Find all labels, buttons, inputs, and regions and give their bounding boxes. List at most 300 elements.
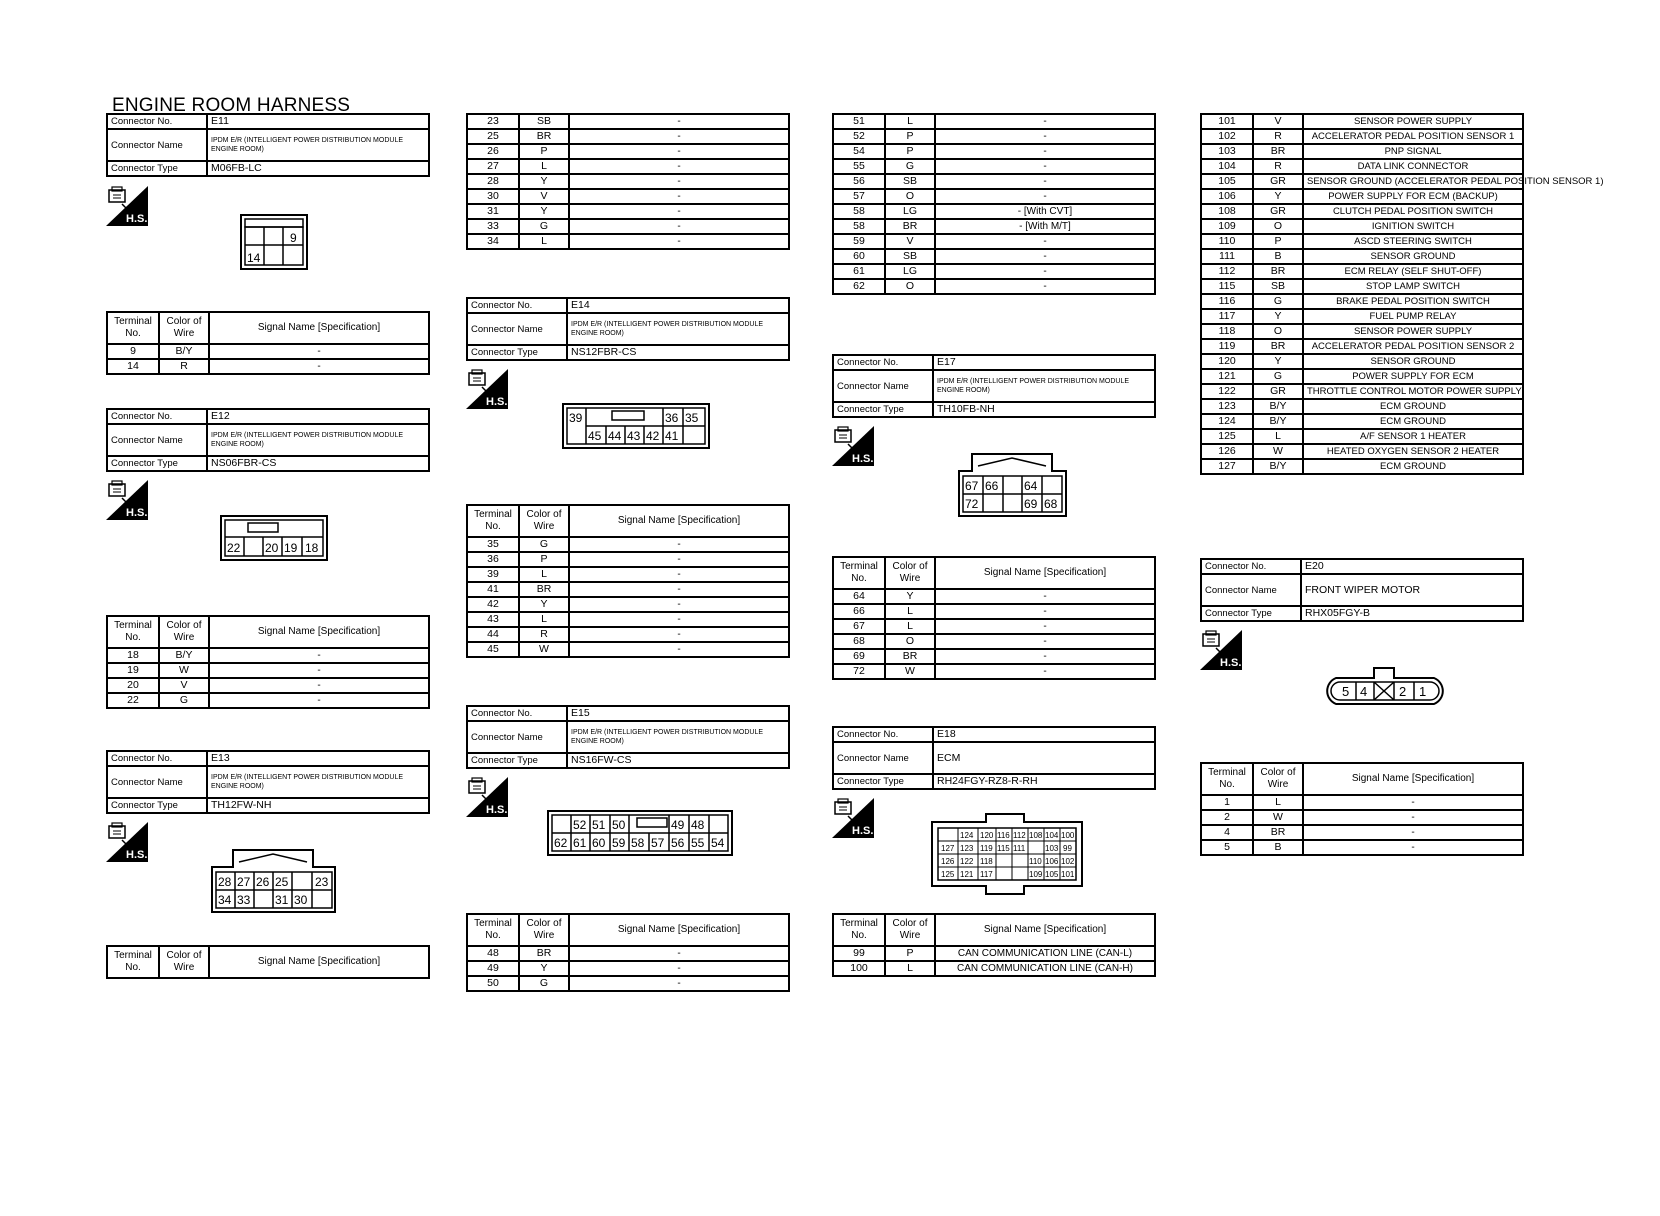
pin: 116 (997, 831, 1010, 840)
wire-color: P (519, 552, 569, 567)
svg-text:H.S.: H.S. (852, 825, 874, 837)
connector-name: IPDM E/R (INTELLIGENT POWER DISTRIBUTION MODULE ENGINE ROOM) (207, 424, 429, 456)
wire-color: R (1253, 129, 1303, 144)
connector-face-e18 (924, 812, 1092, 901)
terminal-no: 69 (833, 649, 885, 664)
wire-color: BR (885, 649, 935, 664)
wire-color: Y (519, 597, 569, 612)
pin: 68 (1044, 497, 1058, 511)
signal-name: - (569, 582, 789, 597)
terminal-no: 61 (833, 264, 885, 279)
signal-name: - (569, 144, 789, 159)
terminal-no: 23 (467, 114, 519, 129)
terminal-no-header: Terminal No. (1201, 763, 1253, 795)
wire-color: Y (1253, 354, 1303, 369)
signal-name: POWER SUPPLY FOR ECM (BACKUP) (1303, 189, 1523, 204)
signal-name: - (935, 174, 1155, 189)
wire-color: P (885, 946, 935, 961)
wire-color: G (519, 976, 569, 991)
signal-name: - [With CVT] (935, 204, 1155, 219)
label-connector-name: Connector Name (107, 129, 207, 161)
wire-color: G (519, 219, 569, 234)
table-row (467, 567, 789, 582)
terminal-no-header: Terminal No. (833, 557, 885, 589)
pin: 44 (608, 429, 622, 443)
terminal-no: 111 (1201, 249, 1253, 264)
signal-name: SENSOR GROUND (1303, 249, 1523, 264)
pin: 127 (941, 844, 955, 853)
pin: 62 (554, 836, 568, 850)
signal-name: - (569, 976, 789, 991)
pin: 59 (612, 836, 626, 850)
table-row (833, 174, 1155, 189)
connector-no: E12 (207, 409, 429, 424)
signal-name: - (935, 664, 1155, 679)
pin: 28 (218, 875, 232, 889)
pin: 52 (573, 818, 587, 832)
pin: 60 (592, 836, 606, 850)
signal-name: - (569, 204, 789, 219)
wire-color: L (885, 114, 935, 129)
color-header: Color of Wire (159, 946, 209, 978)
wire-color: L (885, 604, 935, 619)
terminal-table-e12 (106, 615, 430, 709)
signal-name: ACCELERATOR PEDAL POSITION SENSOR 1 (1303, 129, 1523, 144)
terminal-no: 109 (1201, 219, 1253, 234)
pin: 117 (980, 870, 993, 879)
terminal-no: 59 (833, 234, 885, 249)
terminal-no: 116 (1201, 294, 1253, 309)
wire-color: L (885, 619, 935, 634)
pin: 4 (1360, 684, 1368, 699)
color-header: Color of Wire (885, 557, 935, 589)
wire-color: LG (885, 264, 935, 279)
pin: 48 (691, 818, 705, 832)
signal-name: THROTTLE CONTROL MOTOR POWER SUPPLY (1303, 384, 1523, 399)
hs-icon (832, 798, 874, 838)
svg-text:H.S.: H.S. (852, 453, 874, 465)
pin: 36 (665, 411, 679, 425)
terminal-no: 122 (1201, 384, 1253, 399)
terminal-no: 108 (1201, 204, 1253, 219)
signal-header: Signal Name [Specification] (935, 914, 1155, 946)
terminal-no: 51 (833, 114, 885, 129)
label-connector-type: Connector Type (107, 161, 207, 176)
wire-color: L (519, 567, 569, 582)
signal-name: - (569, 129, 789, 144)
table-row (833, 129, 1155, 144)
pin: 34 (218, 893, 232, 907)
terminal-no: 31 (467, 204, 519, 219)
signal-name: - (569, 946, 789, 961)
signal-header: Signal Name [Specification] (209, 616, 429, 648)
terminal-no: 33 (467, 219, 519, 234)
table-row (1201, 339, 1523, 354)
label-connector-name: Connector Name (1201, 574, 1301, 606)
pin: 58 (631, 836, 645, 850)
wire-color: BR (1253, 339, 1303, 354)
terminal-no: 26 (467, 144, 519, 159)
terminal-no: 22 (107, 693, 159, 708)
table-row (833, 279, 1155, 294)
connector-name: ECM (933, 742, 1155, 774)
connector-face-e20 (1320, 664, 1452, 711)
hs-icon (466, 777, 508, 817)
table-row (1201, 204, 1523, 219)
signal-name: A/F SENSOR 1 HEATER (1303, 429, 1523, 444)
wire-color: L (1253, 795, 1303, 810)
wire-color: V (1253, 114, 1303, 129)
wire-color: W (885, 664, 935, 679)
terminal-no: 14 (107, 359, 159, 374)
table-row (467, 159, 789, 174)
table-row (107, 648, 429, 663)
terminal-no: 2 (1201, 810, 1253, 825)
terminal-no-header: Terminal No. (107, 946, 159, 978)
wire-color: SB (885, 249, 935, 264)
pin: 22 (227, 541, 241, 555)
table-row (1201, 825, 1523, 840)
terminal-table-e13-cont (466, 113, 790, 250)
table-row (1201, 840, 1523, 855)
signal-name: - (935, 114, 1155, 129)
table-row (1201, 414, 1523, 429)
signal-name: ECM GROUND (1303, 399, 1523, 414)
table-row (1201, 444, 1523, 459)
connector-no: E17 (933, 355, 1155, 370)
signal-name: ACCELERATOR PEDAL POSITION SENSOR 2 (1303, 339, 1523, 354)
wire-color: P (885, 129, 935, 144)
hs-icon (106, 480, 148, 520)
wire-color: P (885, 144, 935, 159)
pin: 102 (1061, 857, 1075, 866)
table-row (833, 634, 1155, 649)
connector-name: IPDM E/R (INTELLIGENT POWER DISTRIBUTION MODULE ENGINE ROOM) (207, 129, 429, 161)
pin: 27 (237, 875, 251, 889)
terminal-no: 102 (1201, 129, 1253, 144)
table-row (1201, 129, 1523, 144)
table-row (107, 344, 429, 359)
table-row (833, 649, 1155, 664)
table-row (833, 144, 1155, 159)
pin: 120 (980, 831, 994, 840)
signal-name: - (1303, 840, 1523, 855)
label-connector-type: Connector Type (833, 402, 933, 417)
signal-name: - (569, 114, 789, 129)
label-connector-type: Connector Type (107, 798, 207, 813)
table-row (833, 589, 1155, 604)
wire-color: SB (1253, 279, 1303, 294)
connector-type: TH12FW-NH (207, 798, 429, 813)
signal-name: - (935, 144, 1155, 159)
connector-face-e13 (211, 848, 337, 919)
signal-name: - (1303, 810, 1523, 825)
pin: 124 (960, 831, 974, 840)
connector-type: NS06FBR-CS (207, 456, 429, 471)
wire-color: LG (885, 204, 935, 219)
signal-name: SENSOR POWER SUPPLY (1303, 324, 1523, 339)
terminal-no: 99 (833, 946, 885, 961)
table-row (1201, 354, 1523, 369)
terminal-no: 54 (833, 144, 885, 159)
connector-face-e14 (562, 403, 710, 454)
svg-text:H.S.: H.S. (486, 804, 508, 816)
pin: 119 (980, 844, 993, 853)
wire-color: O (1253, 324, 1303, 339)
table-row (1201, 384, 1523, 399)
pin: 121 (960, 870, 974, 879)
terminal-no: 124 (1201, 414, 1253, 429)
wire-color: BR (885, 219, 935, 234)
terminal-no: 35 (467, 537, 519, 552)
connector-info-e18 (832, 726, 1156, 790)
signal-name: BRAKE PEDAL POSITION SWITCH (1303, 294, 1523, 309)
wire-color: O (1253, 219, 1303, 234)
wire-color: BR (519, 582, 569, 597)
wire-color: L (1253, 429, 1303, 444)
table-row (1201, 174, 1523, 189)
connector-no: E14 (567, 298, 789, 313)
pin: 109 (1029, 870, 1043, 879)
terminal-no: 50 (467, 976, 519, 991)
table-row (107, 663, 429, 678)
terminal-no: 18 (107, 648, 159, 663)
pin: 51 (592, 818, 606, 832)
signal-header: Signal Name [Specification] (569, 914, 789, 946)
signal-name: ASCD STEERING SWITCH (1303, 234, 1523, 249)
pin: 66 (985, 479, 999, 493)
signal-name: - (569, 537, 789, 552)
signal-name: STOP LAMP SWITCH (1303, 279, 1523, 294)
signal-name: - (935, 589, 1155, 604)
signal-name: - (209, 359, 429, 374)
connector-no: E15 (567, 706, 789, 721)
pin: 99 (1063, 844, 1072, 853)
connector-type: RH24FGY-RZ8-R-RH (933, 774, 1155, 789)
label-connector-no: Connector No. (833, 355, 933, 370)
wire-color: W (519, 642, 569, 657)
table-row (467, 582, 789, 597)
terminal-table-e11 (106, 311, 430, 375)
pin: 2 (1399, 684, 1407, 699)
terminal-no: 25 (467, 129, 519, 144)
pin: 25 (275, 875, 289, 889)
signal-name: CAN COMMUNICATION LINE (CAN-L) (935, 946, 1155, 961)
terminal-no: 57 (833, 189, 885, 204)
signal-name: - (569, 552, 789, 567)
wire-color: G (159, 693, 209, 708)
wire-color: Y (519, 174, 569, 189)
terminal-no: 39 (467, 567, 519, 582)
terminal-no: 127 (1201, 459, 1253, 474)
connector-face-e11 (240, 214, 308, 275)
connector-type: NS12FBR-CS (567, 345, 789, 360)
label-connector-no: Connector No. (107, 114, 207, 129)
terminal-table-e15 (466, 913, 790, 992)
table-row (1201, 249, 1523, 264)
table-row (1201, 114, 1523, 129)
color-header: Color of Wire (159, 312, 209, 344)
pin: 50 (612, 818, 626, 832)
signal-header: Signal Name [Specification] (1303, 763, 1523, 795)
pin: 49 (671, 818, 685, 832)
wire-color: Y (519, 204, 569, 219)
wire-color: G (885, 159, 935, 174)
terminal-table-e20 (1200, 762, 1524, 856)
connector-info-e14 (466, 297, 790, 361)
pin: 42 (646, 429, 660, 443)
pin: 41 (665, 429, 679, 443)
pin: 56 (671, 836, 685, 850)
wire-color: W (1253, 444, 1303, 459)
terminal-no: 34 (467, 234, 519, 249)
wire-color: V (519, 189, 569, 204)
terminal-no: 120 (1201, 354, 1253, 369)
signal-name: PNP SIGNAL (1303, 144, 1523, 159)
table-row (1201, 429, 1523, 444)
terminal-no: 42 (467, 597, 519, 612)
table-row (1201, 189, 1523, 204)
wire-color: BR (1253, 264, 1303, 279)
connector-type: RHX05FGY-B (1301, 606, 1523, 621)
wire-color: V (159, 678, 209, 693)
table-row (1201, 399, 1523, 414)
label-connector-name: Connector Name (467, 721, 567, 753)
table-row (1201, 159, 1523, 174)
terminal-no: 30 (467, 189, 519, 204)
pin: 30 (294, 893, 308, 907)
terminal-no: 1 (1201, 795, 1253, 810)
connector-face-e17 (958, 452, 1068, 523)
terminal-no: 20 (107, 678, 159, 693)
terminal-no-header: Terminal No. (467, 914, 519, 946)
label-connector-no: Connector No. (467, 298, 567, 313)
pin: 9 (290, 231, 297, 245)
signal-name: - (1303, 795, 1523, 810)
terminal-no: 112 (1201, 264, 1253, 279)
connector-name: IPDM E/R (INTELLIGENT POWER DISTRIBUTION MODULE ENGINE ROOM) (207, 766, 429, 798)
table-row (1201, 234, 1523, 249)
table-row (833, 619, 1155, 634)
table-row (467, 204, 789, 219)
table-row (467, 961, 789, 976)
table-row (467, 537, 789, 552)
signal-name: - (569, 234, 789, 249)
wire-color: SB (885, 174, 935, 189)
pin: 118 (980, 857, 993, 866)
signal-name: - (935, 189, 1155, 204)
signal-header: Signal Name [Specification] (209, 946, 429, 978)
label-connector-type: Connector Type (1201, 606, 1301, 621)
hs-icon (466, 369, 508, 409)
table-row (467, 946, 789, 961)
table-row (467, 642, 789, 657)
terminal-no: 125 (1201, 429, 1253, 444)
terminal-no: 45 (467, 642, 519, 657)
terminal-no-header: Terminal No. (107, 312, 159, 344)
signal-name: - (209, 663, 429, 678)
wire-color: W (159, 663, 209, 678)
terminal-no: 103 (1201, 144, 1253, 159)
pin: 67 (965, 479, 979, 493)
connector-no: E11 (207, 114, 429, 129)
signal-name: ECM RELAY (SELF SHUT-OFF) (1303, 264, 1523, 279)
table-row (107, 678, 429, 693)
label-connector-type: Connector Type (833, 774, 933, 789)
wire-color: BR (1253, 144, 1303, 159)
hs-icon (106, 186, 148, 226)
wire-color: W (1253, 810, 1303, 825)
table-row (1201, 219, 1523, 234)
signal-name: - (209, 678, 429, 693)
signal-name: - (569, 627, 789, 642)
wire-color: P (1253, 234, 1303, 249)
wire-color: O (885, 189, 935, 204)
pin: 39 (569, 411, 583, 425)
terminal-no: 9 (107, 344, 159, 359)
table-row (467, 234, 789, 249)
connector-type: NS16FW-CS (567, 753, 789, 768)
pin: 19 (284, 541, 298, 555)
terminal-no: 55 (833, 159, 885, 174)
terminal-no: 68 (833, 634, 885, 649)
table-row (467, 627, 789, 642)
terminal-no: 19 (107, 663, 159, 678)
terminal-no: 110 (1201, 234, 1253, 249)
terminal-no: 48 (467, 946, 519, 961)
table-row (467, 174, 789, 189)
table-row (467, 552, 789, 567)
table-row (467, 189, 789, 204)
color-header: Color of Wire (159, 616, 209, 648)
signal-name: - (569, 159, 789, 174)
signal-name: DATA LINK CONNECTOR (1303, 159, 1523, 174)
pin: 33 (237, 893, 251, 907)
signal-name: - [With M/T] (935, 219, 1155, 234)
terminal-no: 49 (467, 961, 519, 976)
wire-color: R (519, 627, 569, 642)
signal-name: - (1303, 825, 1523, 840)
table-row (467, 219, 789, 234)
signal-header: Signal Name [Specification] (935, 557, 1155, 589)
wire-color: Y (519, 961, 569, 976)
svg-text:H.S.: H.S. (1220, 657, 1242, 669)
signal-name: - (935, 279, 1155, 294)
signal-name: - (569, 189, 789, 204)
pin: 108 (1029, 831, 1043, 840)
connector-face-e15 (547, 810, 733, 861)
wire-color: O (885, 279, 935, 294)
label-connector-type: Connector Type (467, 753, 567, 768)
signal-name: - (569, 597, 789, 612)
wire-color: R (1253, 159, 1303, 174)
pin: 122 (960, 857, 974, 866)
wire-color: GR (1253, 204, 1303, 219)
terminal-no: 58 (833, 204, 885, 219)
connector-info-e17 (832, 354, 1156, 418)
table-row (107, 359, 429, 374)
label-connector-type: Connector Type (467, 345, 567, 360)
connector-type: TH10FB-NH (933, 402, 1155, 417)
table-row (833, 249, 1155, 264)
color-header: Color of Wire (519, 914, 569, 946)
table-row (1201, 369, 1523, 384)
pin: 112 (1013, 831, 1026, 840)
terminal-no: 5 (1201, 840, 1253, 855)
pin: 123 (960, 844, 974, 853)
label-connector-no: Connector No. (833, 727, 933, 742)
color-header: Color of Wire (519, 505, 569, 537)
